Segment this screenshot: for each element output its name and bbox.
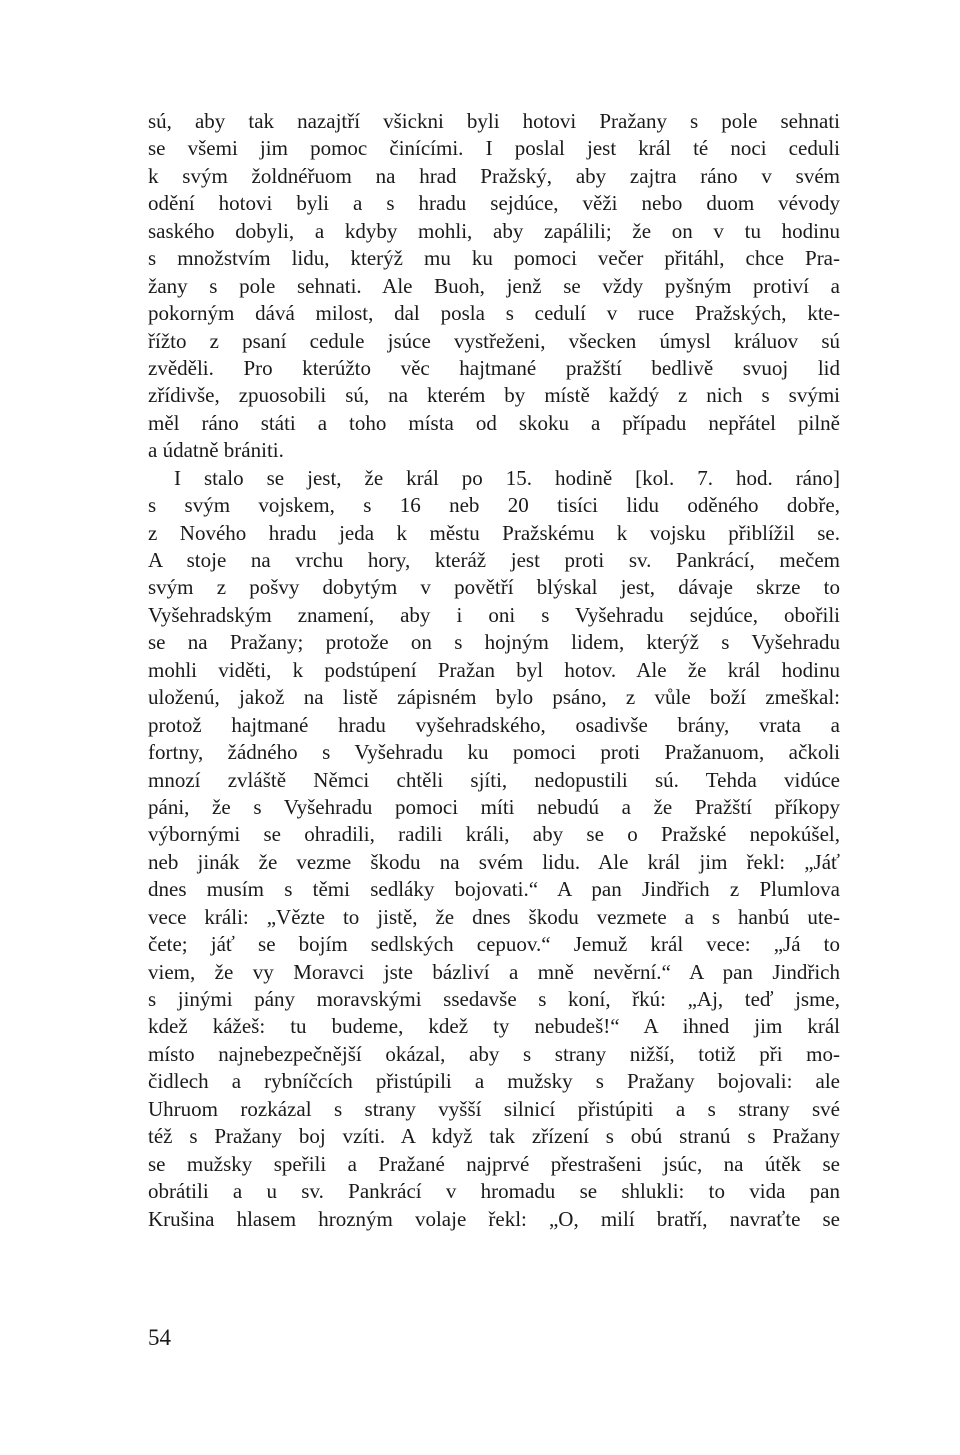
text-line: neb jinák že vezme škodu na svém lidu. Ale král jim řekl: „Jáť bbox=[148, 849, 840, 874]
text-line: čidlech a rybníčcích přistúpili a mužsky s Pražany bojovali: ale bbox=[148, 1069, 840, 1094]
paragraph bbox=[148, 108, 840, 465]
text-line: se mužsky speřili a Pražané najprvé přestrašeni jsúc, na útěk se bbox=[148, 1151, 840, 1176]
text-line: obrátili a u sv. Pankrácí v hromadu se shlukli: to vida pan bbox=[148, 1179, 840, 1204]
text-line: pokorným dává milost, dal posla s cedulí v ruce Pražských, kte- bbox=[148, 301, 840, 326]
text-line: páni, že s Vyšehradu pomoci míti nebudú a že Pražští příkopy bbox=[148, 794, 840, 819]
body-text bbox=[148, 108, 840, 1233]
text-line: a údatně brániti. bbox=[148, 438, 284, 463]
text-line: vece králi: „Vězte to jistě, že dnes škodu vezmete a s hanbú ute- bbox=[148, 904, 840, 929]
text-line: mnozí zvláště Němci chtěli sjíti, nedopustili sú. Tehda vidúce bbox=[148, 767, 840, 792]
text-line: též s Pražany boj vzíti. A když tak zřízení s obú stranú s Pražany bbox=[148, 1124, 840, 1149]
text-line: žany s pole sehnati. Ale Buoh, jenž se vždy pyšným protiví a bbox=[148, 273, 840, 298]
text-line: se na Pražany; protože on s hojným lidem, kterýž s Vyšehradu bbox=[148, 630, 840, 655]
text-line: k svým žoldnéřuom na hrad Pražský, aby zajtra ráno v svém bbox=[148, 163, 840, 188]
text-line: měl ráno státi a toho místa od skoku a případu nepřátel pilně bbox=[148, 410, 840, 435]
text-line: s jinými pány moravskými ssedavše s koní, řkú: „Aj, teď jsme, bbox=[148, 987, 840, 1011]
text-line: sú, aby tak nazajtří všickni byli hotovi Pražany s pole sehnati bbox=[148, 109, 840, 133]
text-line: řížto z psaní cedule jsúce vystřeženi, všecken úmysl králuov sú bbox=[148, 328, 840, 353]
text-line: z Nového hradu jeda k městu Pražskému k vojsku přiblížil se. bbox=[148, 520, 840, 545]
paragraph bbox=[148, 465, 840, 1233]
text-line: I stalo se jest, že král po 15. hodině [kol. 7. hod. ráno] bbox=[174, 465, 840, 490]
text-line: odění hotovi byli a s hradu sejdúce, věži nebo duom vévody bbox=[148, 191, 840, 216]
text-line: svým z pošvy dobytým v povětří blýskal jest, dávaje skrze to bbox=[148, 575, 840, 600]
text-line: A stoje na vrchu hory, kteráž jest proti sv. Pankrácí, mečem bbox=[148, 548, 840, 572]
text-line: Krušina hlasem hrozným volaje řekl: „O, milí bratří, navraťte se bbox=[148, 1206, 840, 1231]
text-line: mohli viděti, k podstúpení Pražan byl hotov. Ale že král hodinu bbox=[148, 657, 840, 682]
text-line: viem, že vy Moravci jste bázliví a mně nevěrní.“ A pan Jindřich bbox=[148, 959, 840, 984]
text-line: čete; jáť se bojím sedlských cepuov.“ Jemuž král vece: „Já to bbox=[148, 932, 840, 957]
text-line: se všemi jim pomoc činícími. I poslal jest král té noci ceduli bbox=[148, 136, 840, 161]
text-line: dnes musím s těmi sedláky bojovati.“ A pan Jindřich z Plumlova bbox=[148, 877, 840, 902]
text-line: uloženú, jakož na listě zápisném bylo psáno, z vůle boží zmeškal: bbox=[148, 685, 840, 710]
text-line: saského dobyli, a kdyby mohli, aby zapálili; že on v tu hodinu bbox=[148, 218, 840, 243]
text-line: s množstvím lidu, kterýž mu ku pomoci večer přitáhl, chce Pra- bbox=[148, 246, 840, 271]
text-line: zvěděli. Pro kterúžto věc hajtmané pražští bedlivě svuoj lid bbox=[148, 355, 840, 380]
text-line: Uhruom rozkázal s strany vyšší silnicí přistúpiti a s strany své bbox=[148, 1096, 840, 1121]
text-line: protož hajtmané hradu vyšehradského, osadivše brány, vrata a bbox=[148, 712, 840, 737]
text-line: místo najnebezpečnější okázal, aby s strany nižší, totiž při mo- bbox=[148, 1041, 840, 1066]
text-line: fortny, žádného s Vyšehradu ku pomoci proti Pražanuom, ačkoli bbox=[148, 740, 840, 765]
text-line: kdež kážeš: tu budeme, kdež ty nebudeš!“ A ihned jim král bbox=[148, 1014, 840, 1039]
text-line: zřídivše, zpuosobili sú, na kterém by místě každý z nich s svými bbox=[148, 383, 840, 408]
text-line: s svým vojskem, s 16 neb 20 tisíci lidu oděného dobře, bbox=[148, 493, 840, 518]
page-number: 54 bbox=[148, 1325, 171, 1350]
text-line: výbornými se ohradili, radili králi, aby se o Pražské nepokúšel, bbox=[148, 822, 840, 847]
text-line: Vyšehradským znamení, aby i oni s Vyšehradu sejdúce, obořili bbox=[148, 602, 840, 627]
